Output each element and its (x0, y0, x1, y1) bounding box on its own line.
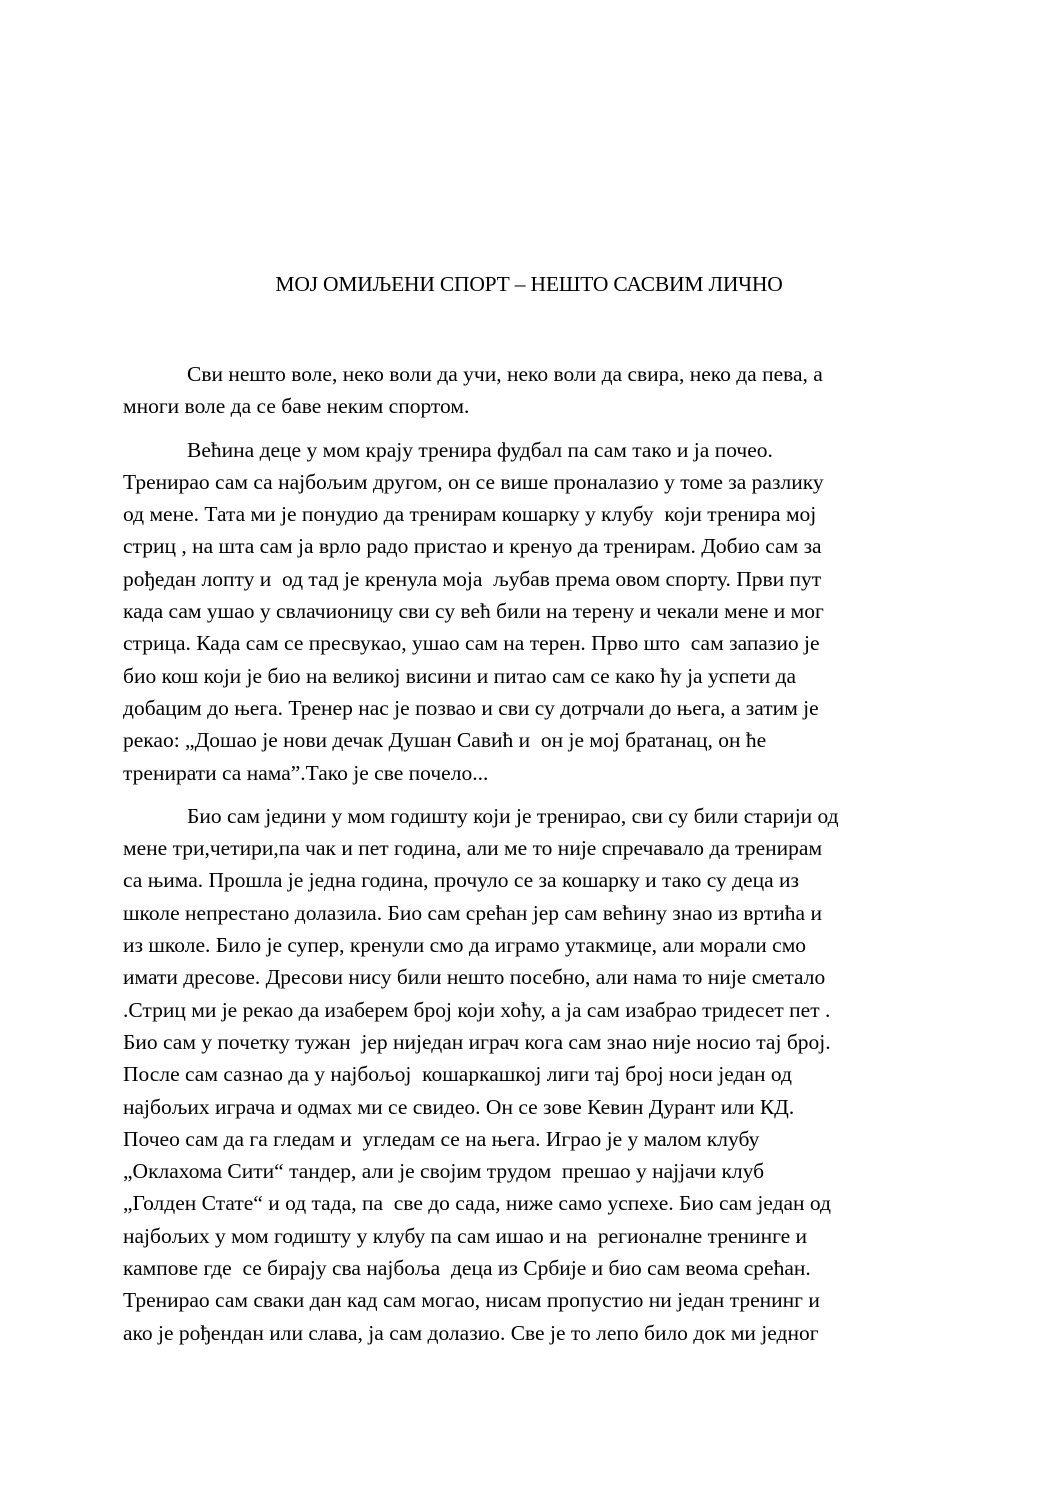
text-line: добацим до њега. Тренер нас је позвао и сви су дотрчали до њега, а затим је (123, 695, 819, 720)
text-line: Био сам једини у мом годишту који је тренирао, сви су били старији од (187, 803, 839, 828)
text-line: кампове где се бирају сва најбоља деца из Србије и био сам веома срећан. (123, 1256, 811, 1281)
text-line: .Стриц ми је рекао да изаберем број који хоћу, а ја сам изабрао тридесет пет . (123, 997, 831, 1022)
text-line: „Оклахома Сити“ тандер, али је својим трудом прешао у најјачи клуб (123, 1159, 765, 1184)
text-line: Био сам у почетку тужан јер ниједан играч кога сам знао није носио тај број. (123, 1029, 831, 1054)
text-line: рођедан лопту и од тад је кренула моја љубав према овом спорту. Први пут (123, 566, 822, 591)
text-line: стриц , на шта сам ја врло радо пристао и кренуо да тренирам. Добио сам за (123, 534, 822, 559)
text-line: школе непрестано долазила. Био сам срећан јер сам већину знао из вртића и (123, 900, 822, 925)
paragraph-3 (123, 800, 933, 1349)
text-line: имати дресове. Дресови нису били нешто посебно, али нама то није сметало (123, 965, 826, 990)
text-line: „Голден Стате“ и од тада, па све до сада, ниже само успехе. Био сам један од (123, 1191, 831, 1216)
text-line: многи воле да се баве неким спортом. (123, 394, 470, 419)
text-line: Почео сам да га гледам и угледам се на њега. Играо је у малом клубу (123, 1126, 760, 1151)
text-line: са њима. Прошла је једна година, прочуло се за кошарку и тако су деца из (123, 868, 800, 893)
text-line: од мене. Тата ми је понудио да тренирам кошарку у клубу који тренира мој (123, 502, 817, 527)
text-line: Тренирао сам са најбољим другом, он се више проналазио у томе за разлику (123, 469, 824, 494)
paragraph-1 (123, 358, 933, 423)
text-line: најбољих играча и одмах ми се свидео. Он се зове Кевин Дурант или КД. (123, 1094, 795, 1119)
document-title: МОЈ ОМИЉЕНИ СПОРТ – НЕШТО САСВИМ ЛИЧНО (275, 272, 783, 296)
text-line: из школе. Било је супер, кренули смо да играмо утакмице, али морали смо (123, 933, 807, 958)
text-line: мене три,четири,па чак и пет година, али ме то није спречавало да тренирам (123, 836, 823, 861)
text-line: Већина деце у мом крају тренира фудбал па сам тако и ја почео. (187, 437, 773, 462)
document-body (123, 358, 933, 1360)
text-line: ако је рођендан или слава, ја сам долазио. Све је то лепо било док ми једног (123, 1320, 819, 1345)
paragraph-2 (123, 434, 933, 789)
text-line: рекао: „Дошао је нови дечак Душан Савић и он је мој братанац, он ће (123, 728, 767, 753)
text-line: Сви нешто воле, неко воли да учи, неко воли да свира, неко да пева, а (187, 362, 823, 386)
text-line: био кош који је био на великој висини и питао сам се како ћу ја успети да (123, 663, 797, 688)
text-line: После сам сазнао да у најбољој кошаркашкој лиги тај број носи један од (123, 1062, 792, 1087)
text-line: Тренирао сам сваки дан кад сам могао, нисам пропустио ни један тренинг и (123, 1288, 820, 1313)
text-line: најбољих у мом годишту у клубу па сам ишао и на регионалне тренинге и (123, 1223, 808, 1248)
text-line: тренирати са нама”.Тако је све почело... (123, 760, 489, 785)
text-line: стрица. Када сам се пресвукао, ушао сам на терен. Прво што сам запазио је (123, 631, 820, 656)
text-line: када сам ушао у свлачионицу сви су већ били на терену и чекали мене и мог (123, 599, 824, 624)
